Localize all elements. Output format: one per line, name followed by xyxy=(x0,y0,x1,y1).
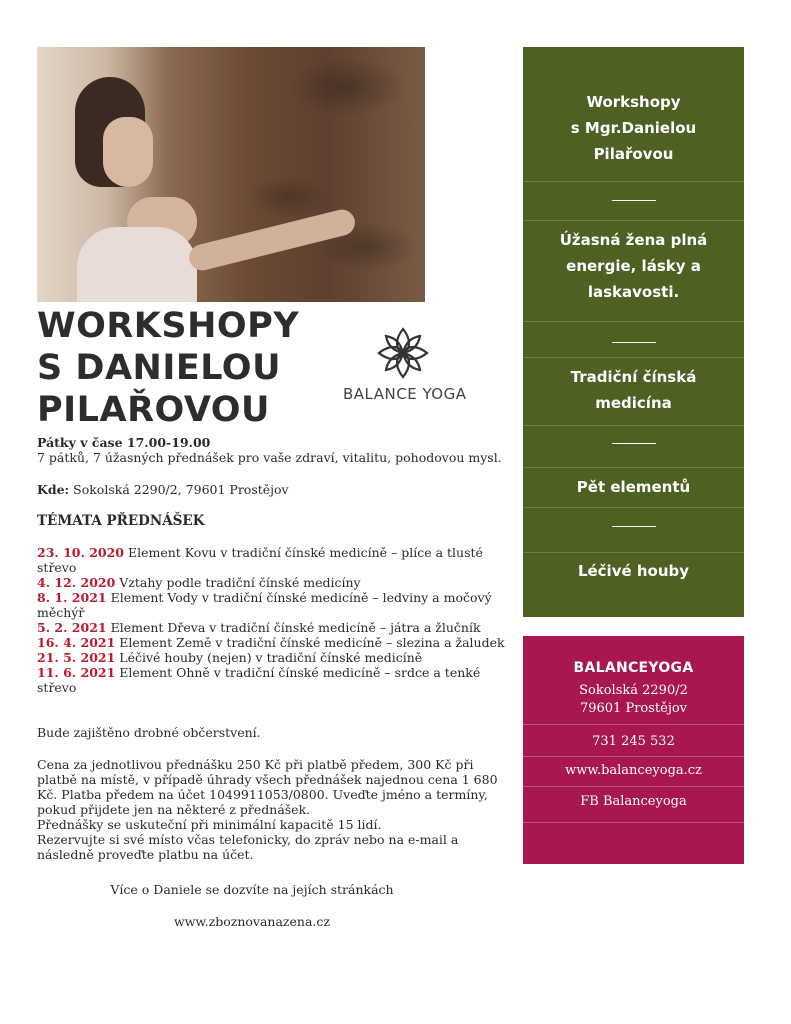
contact-address xyxy=(523,682,744,718)
green-line: medicína xyxy=(595,394,672,412)
green-dash xyxy=(612,342,656,343)
contact-divider xyxy=(523,822,744,823)
address-line: 79601 Prostějov xyxy=(579,701,688,716)
green-dash xyxy=(612,443,656,444)
green-dash-wrap xyxy=(523,200,744,201)
green-dash-wrap xyxy=(523,443,744,444)
photo-face xyxy=(103,117,153,187)
green-line: energie, lásky a xyxy=(566,257,701,275)
green-divider xyxy=(523,220,744,221)
photo-body xyxy=(77,227,197,302)
green-line: laskavosti. xyxy=(587,283,680,301)
green-line: Úžasná žena plná xyxy=(559,231,708,249)
location-address: Sokolská 2290/2, 79601 Prostějov xyxy=(69,482,289,497)
green-dash xyxy=(612,526,656,527)
green-sidebar xyxy=(523,47,744,617)
capacity-note: Přednášky se uskuteční při minimální kapacitě 15 lidí. xyxy=(37,817,382,832)
topic-text: Element Dřeva v tradiční čínské medicíně – játra a žlučník xyxy=(106,620,481,635)
green-section-tcm xyxy=(523,364,744,416)
location-line xyxy=(37,482,507,497)
topic-date: 23. 10. 2020 xyxy=(37,545,124,560)
contact-divider xyxy=(523,756,744,757)
title-line: PILAŘOVOU xyxy=(37,390,270,430)
green-line: s Mgr.Danielou xyxy=(570,119,697,137)
topic-date: 11. 6. 2021 xyxy=(37,665,116,680)
refreshment-note: Bude zajištěno drobné občerstvení. xyxy=(37,725,261,740)
topic-date: 5. 2. 2021 xyxy=(37,620,107,635)
location-label: Kde: xyxy=(37,482,70,497)
lotus-icon xyxy=(373,325,433,381)
website-link[interactable]: www.zboznovanazena.cz xyxy=(174,914,330,929)
intro-description: 7 pátků, 7 úžasných přednášek pro vaše zdraví, vitalitu, pohodovou mysl. xyxy=(37,450,502,465)
topic-item xyxy=(37,545,507,575)
green-divider xyxy=(523,507,744,508)
topics-list xyxy=(37,545,507,695)
contact-divider xyxy=(523,786,744,787)
contact-phone[interactable]: 731 245 532 xyxy=(592,734,675,749)
topic-item xyxy=(37,620,507,635)
green-divider xyxy=(523,552,744,553)
topic-text: Element Ohně v tradiční čínské medicíně – srdce a tenké střevo xyxy=(37,665,481,695)
green-divider xyxy=(523,321,744,322)
green-line: Workshopy xyxy=(586,93,681,111)
green-divider xyxy=(523,467,744,468)
topic-text: Element Vody v tradiční čínské medicíně – ledviny a močový měchýř xyxy=(37,590,492,620)
topic-date: 21. 5. 2021 xyxy=(37,650,116,665)
photo-arm xyxy=(186,207,357,273)
green-dash-wrap xyxy=(523,342,744,343)
green-dash-wrap xyxy=(523,526,744,527)
title-line: S DANIELOU xyxy=(37,348,281,388)
topics-heading: TÉMATA PŘEDNÁŠEK xyxy=(37,513,205,529)
address-line: Sokolská 2290/2 xyxy=(579,683,688,698)
topic-item xyxy=(37,575,507,590)
green-divider xyxy=(523,181,744,182)
topic-date: 4. 12. 2020 xyxy=(37,575,116,590)
contact-facebook[interactable]: FB Balanceyoga xyxy=(580,794,687,809)
topic-item xyxy=(37,665,507,695)
green-divider xyxy=(523,357,744,358)
topic-text: Léčivé houby (nejen) v tradiční čínské medicíně xyxy=(115,650,423,665)
contact-brand: BALANCEYOGA xyxy=(573,660,694,676)
topic-date: 8. 1. 2021 xyxy=(37,590,107,605)
more-info-note: Více o Daniele se dozvíte na jejích stránkách xyxy=(110,882,394,897)
topic-text: Vztahy podle tradiční čínské medicíny xyxy=(115,575,361,590)
green-section-woman xyxy=(523,227,744,305)
green-dash xyxy=(612,200,656,201)
logo-text: BALANCE YOGA xyxy=(343,385,467,403)
schedule-time: Pátky v čase 17.00-19.00 xyxy=(37,435,211,450)
title-line: WORKSHOPY xyxy=(37,306,300,346)
balance-yoga-logo xyxy=(343,325,467,403)
page-title xyxy=(37,305,299,431)
topic-text: Element Země v tradiční čínské medicíně – slezina a žaludek xyxy=(115,635,505,650)
contact-box xyxy=(523,636,744,864)
topic-date: 16. 4. 2021 xyxy=(37,635,116,650)
green-section-workshops xyxy=(523,89,744,167)
reservation-note: Rezervujte si své místo včas telefonicky, do zpráv nebo na e-mail a následně proveďte platbu na účet. xyxy=(37,832,459,862)
topic-text: Element Kovu v tradiční čínské medicíně – plíce a tlusté střevo xyxy=(37,545,483,575)
contact-divider xyxy=(523,724,744,725)
header-photo xyxy=(37,47,425,302)
green-line: Pět elementů xyxy=(576,478,691,496)
green-section-elements xyxy=(523,474,744,500)
contact-website[interactable]: www.balanceyoga.cz xyxy=(565,763,702,778)
green-section-mushrooms xyxy=(523,558,744,584)
pricing-note: Cena za jednotlivou přednášku 250 Kč při platbě předem, 300 Kč při platbě na místě, v případě úhrady všech přednášek najednou cena 1 680 Kč. Platba předem na účet 1049911053/0800. Uveďte jméno a termíny, pokud přijdete jen na některé z přednášek. xyxy=(37,757,498,817)
green-line: Pilařovou xyxy=(593,145,674,163)
green-line: Tradiční čínská xyxy=(570,368,697,386)
main-content xyxy=(37,435,507,929)
topic-item xyxy=(37,635,507,650)
green-line: Léčivé houby xyxy=(577,562,690,580)
green-divider xyxy=(523,425,744,426)
topic-item xyxy=(37,590,507,620)
topic-item xyxy=(37,650,507,665)
